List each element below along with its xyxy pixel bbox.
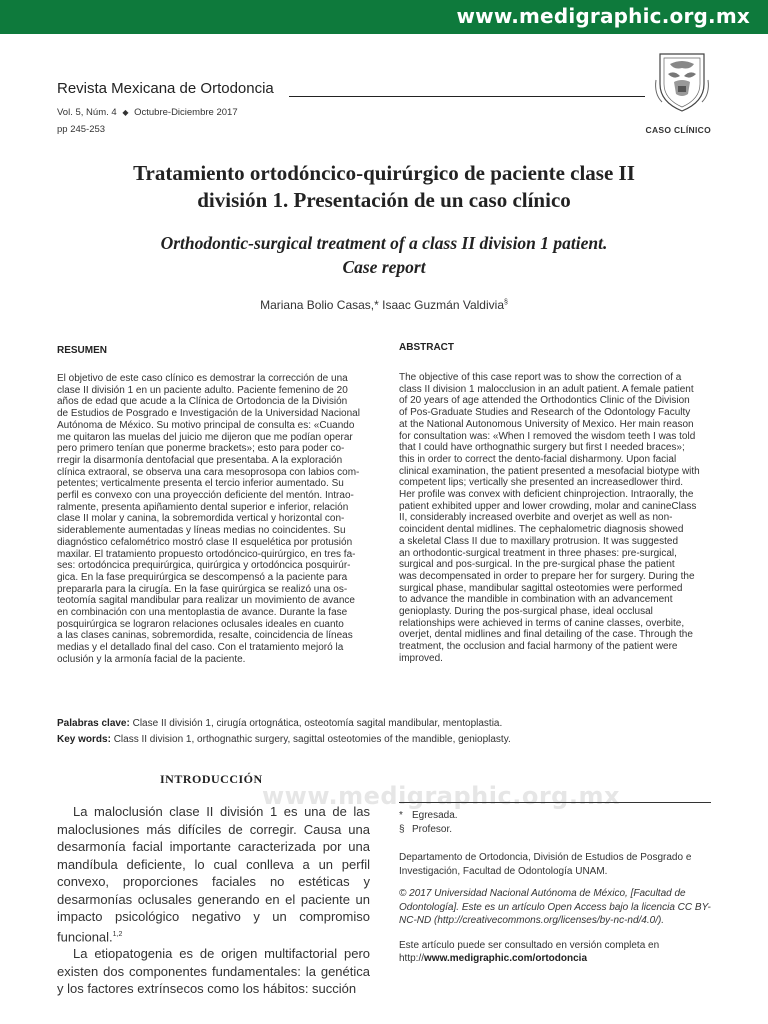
availability-note (399, 940, 711, 965)
keywords-text: Class II division 1, orthognathic surgery, sagittal osteotomies of the mandible, genioplasty. (113, 734, 511, 745)
text-line: genioplasty. During the pos-surgical phase, ideal occlusal (399, 606, 653, 618)
text-line: treatment, the occlusion and facial harmony of the patient were (399, 641, 678, 653)
watermark: www.medigraphic.org.mx (262, 782, 620, 810)
text-line: a skeletal Class II due to maxillary protrusion. It was suggested (399, 535, 679, 547)
body-paragraph: La etiopatogenia es de origen multifactorial pero existen dos componentes fundamentales: la genética y los factores extrínsecos como los hábitos: succión (57, 946, 370, 997)
authors (60, 298, 708, 312)
text-line: an orthodontic-surgical treatment in three phases: pre-surgical, (399, 547, 677, 559)
text-line: The objective of this case report was to show the correction of a (399, 372, 682, 383)
text-line: prepararla para la cirugía. En la fase quirúrgica se realizó una os- (57, 583, 348, 595)
author-name: Isaac Guzmán Valdivia (382, 298, 504, 312)
text-line: clinical examination, the patient presented a mesofacial biotype with (399, 465, 700, 477)
text-line: ralmente, presenta apiñamiento dental superior e inferior, relación (57, 501, 349, 513)
text-line: gica. En la fase prequirúrgica se descompensó a la paciente para (57, 571, 348, 583)
footnote-text: Egresada. (412, 810, 458, 821)
affiliation: Departamento de Ortodoncia, División de Estudios de Posgrado e Investigación, Facultad de Odontología UNAM. (399, 852, 692, 877)
issue-separator-icon: ◆ (122, 108, 129, 117)
text-line: Autónoma de México. Su motivo principal de consulta es: «Cuando (57, 419, 355, 431)
text-line: improved. (399, 652, 443, 664)
text-line: at the National Autonomous University of Mexico. Her main reason (399, 418, 694, 430)
text-line: II, considerably increased overbite and overjet as well as non- (399, 512, 673, 524)
footnote-text: Profesor. (412, 824, 453, 835)
text-line: patient exhibited upper and lower crowding, molar and canineClass (399, 500, 697, 512)
text-line: that I could have orthognathic surgery but first I needed braces»; (399, 442, 685, 454)
title-english-line: Orthodontic-surgical treatment of a class II division 1 patient. (160, 233, 608, 253)
introduction-body (57, 803, 370, 998)
author-name: Mariana Bolio Casas, (260, 298, 375, 312)
text-line: a las clases caninas, sobremordida, resalte, coincidencia de líneas (57, 630, 353, 642)
abstract-heading: ABSTRACT (399, 342, 454, 353)
title-spanish-line: división 1. Presentación de un caso clínico (197, 188, 571, 212)
text-line: petentes; verticalmente presenta el tercio inferior aumentado. Su (57, 478, 344, 490)
resumen-body (57, 373, 370, 666)
text-line: posquirúrgica se lograron relaciones oclusales ideales en cuanto (57, 618, 344, 630)
text-line: pero primero tenían que ponerme brackets»; esto para poder co- (57, 443, 345, 455)
author-mark: * (374, 298, 379, 312)
footnote-rule (399, 802, 711, 803)
text-line: Her profile was convex with deficient chinprojection. Intraorally, the (399, 489, 694, 501)
license-notice: © 2017 Universidad Nacional Autónoma de México, [Facultad de Odontología]. Este es un artículo Open Access bajo la licencia CC BY-NC-ND (http://creativecommons.org/licenses/by-nc-nd/4.0/). (399, 888, 711, 926)
text-line: of 20 years of age attended the Orthodontics Clinic of the Division (399, 395, 690, 407)
text-line: for consultation was: «When I removed the wisdom teeth I was told (399, 430, 696, 442)
footnote (399, 810, 458, 821)
text-line: oclusión y la armonía facial de la paciente. (57, 653, 246, 665)
text-line: me quitaron las muelas del juicio me dijeron que me podían operar (57, 431, 353, 443)
text-line: ses: ortodóncica prequirúrgica, quirúrgica y ortodóncica posquirúr- (57, 560, 351, 572)
text-line: overjet, dental midlines and final detailing of the case. Through the (399, 629, 693, 641)
footnote (399, 824, 452, 835)
volume: Vol. 5, Núm. 4 (57, 107, 117, 118)
text-line: was decompensated in order to prepare her for surgery. During the (399, 570, 695, 582)
text-line: clase II división 1 en un paciente adulto. Paciente femenino de 20 (57, 384, 348, 396)
text-line: diagnóstico cefalométrico mostró clase II esquelética por protusión (57, 536, 353, 548)
unam-seal-icon (652, 50, 712, 114)
body-paragraph (57, 803, 370, 945)
keywords-text: Clase II división 1, cirugía ortognática, osteotomía sagital mandibular, mentoplastia. (132, 718, 503, 729)
text-line: this in order to correct the dento-facial disharmony. Upon facial (399, 453, 677, 465)
keywords-label: Palabras clave: (57, 718, 130, 729)
text-line: competent lips; vertically she presented an increasedlower third. (399, 477, 684, 489)
text-line: surgical and pos-surgical. In the pre-surgical phase the patient (399, 559, 675, 571)
keywords-spanish (57, 718, 502, 729)
text-line: medias y el detallado final del caso. Con el tratamiento mejoró la (57, 642, 344, 654)
keywords-label: Key words: (57, 734, 111, 745)
title-spanish (60, 160, 708, 214)
text-line: relationships were achieved in terms of canine classes, overbite, (399, 617, 685, 629)
top-banner (0, 0, 768, 34)
text-line: El objetivo de este caso clínico es demostrar la corrección de una (57, 373, 348, 384)
period: Octubre-Diciembre 2017 (134, 107, 238, 118)
availability-url-prefix: http:// (399, 952, 425, 964)
text-line: clase II molar y canina, la sobremordida vertical y horizontal con- (57, 513, 345, 525)
section-label: CASO CLÍNICO (645, 125, 711, 135)
journal-rule (289, 96, 645, 97)
text-line: teotomía sagital mandibular para realizar un movimiento de avance (57, 595, 355, 607)
keywords-english (57, 734, 511, 745)
text-line: rregir la disarmonía dentofacial que presentaba. A la exploración (57, 454, 343, 466)
text-line: siderablemente aumentadas y líneas medias no coincidentes. Su (57, 525, 346, 537)
text-line: of Pos-Graduate Studies and Research of the Odontology Faculty (399, 407, 691, 419)
text-line: en combinación con una mentoplastia de avance. Durante la fase (57, 607, 348, 619)
availability-text: Este artículo puede ser consultado en versión completa en (399, 940, 660, 951)
title-spanish-line: Tratamiento ortodóncico-quirúrgico de paciente clase II (133, 161, 635, 185)
footnote-mark: * (399, 810, 403, 821)
footnote-mark: § (399, 824, 405, 835)
author-mark: § (504, 299, 508, 306)
text-line: perfil es convexo con una proyección deficiente del mentón. Intrao- (57, 490, 354, 502)
text-line: años de edad que acude a la Clínica de Ortodoncia de la División (57, 396, 348, 408)
abstract-body (399, 372, 711, 665)
volume-info (57, 107, 238, 118)
text-line: de Estudios de Posgrado e Investigación de la Universidad Nacional (57, 408, 360, 420)
citation-ref: 1,2 (112, 930, 123, 938)
medigraphic-url[interactable]: www.medigraphic.org.mx (456, 4, 750, 28)
title-english-line: Case report (342, 257, 426, 277)
introduction-heading: INTRODUCCIÓN (160, 772, 263, 786)
text-line: class II division 1 malocclusion in an adult patient. A female patient (399, 383, 694, 395)
resumen-heading: RESUMEN (57, 345, 108, 356)
paragraph-text: La maloclusión clase II división 1 es una de las maloclusiones más difíciles de corregir. Causa una desarmonía facial importante caracterizada por una mandíbula deficiente, lo cual conlleva a un perfil convexo, proporciones faciales no estéticas y desarmonías oclusales generando en el paciente un impacto psicológico negativo y un compromiso funcional. (57, 804, 370, 944)
page-range: pp 245-253 (57, 124, 106, 135)
text-line: clínica extraoral, se observa una cara mesoprosopa con labios com- (57, 466, 360, 478)
availability-link[interactable]: www.medigraphic.com/ortodoncia (424, 952, 587, 964)
text-line: surgical phase, mandibular sagittal osteotomies were performed (399, 582, 683, 594)
text-line: coincident dental midlines. The cephalometric diagnosis showed (399, 524, 684, 536)
text-line: maxilar. El tratamiento propuesto ortodóncico-quirúrgico, en tres fa- (57, 548, 356, 560)
title-english (60, 231, 708, 279)
text-line: to advance the mandible in combination with an advancement (399, 594, 673, 606)
journal-name: Revista Mexicana de Ortodoncia (57, 80, 274, 97)
